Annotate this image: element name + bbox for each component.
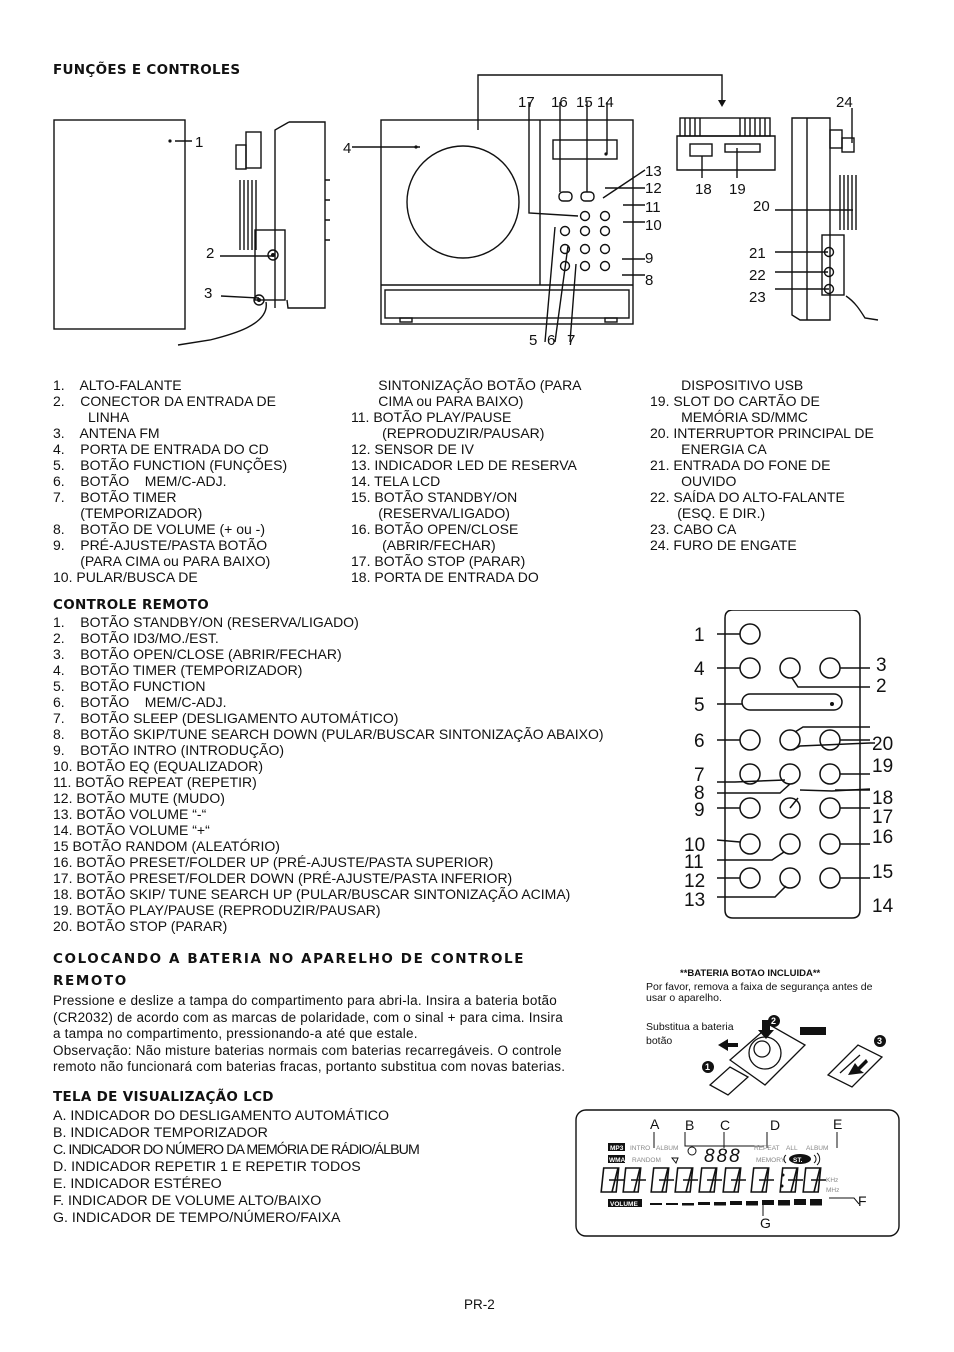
- step-3-label: 3: [877, 1036, 883, 1046]
- list-item: 4. PORTA DE ENTRADA DO CD: [53, 441, 269, 457]
- lcd-repeat: REPEAT: [754, 1145, 780, 1152]
- remote-diagram: [680, 610, 910, 930]
- paragraph-line: remoto não funcionará com baterias fracas, portanto substitua com novas baterias.: [53, 1059, 566, 1074]
- list-item: 14. BOTÃO VOLUME “+“: [53, 822, 210, 838]
- list-item: 12. BOTÃO MUTE (MUDO): [53, 790, 225, 806]
- lcd-album-2: ALBUM: [806, 1145, 829, 1152]
- section-heading-tela: TELA DE VISUALIZAÇÃO LCD: [53, 1089, 274, 1105]
- list-item: 12. SENSOR DE IV: [351, 441, 474, 457]
- list-item: 10. PULAR/BUSCA DE: [53, 569, 198, 585]
- remote-callout-6: 6: [694, 731, 705, 752]
- main-unit: [381, 120, 633, 324]
- list-item: 7. BOTÃO TIMER: [53, 489, 177, 505]
- lcd-random: RANDOM: [632, 1157, 661, 1164]
- list-item: 23. CABO CA: [650, 521, 737, 537]
- remote-list: [53, 614, 604, 934]
- remote-callout-5: 5: [694, 695, 705, 716]
- list-item: 24. FURO DE ENGATE: [650, 537, 797, 553]
- list-item: 18. BOTÃO SKIP/ TUNE SEARCH UP (PULAR/BUSCAR SINTONIZAÇÃO ACIMA): [53, 886, 571, 902]
- list-item: 20. BOTÃO STOP (PARAR): [53, 918, 228, 934]
- callout-21: 21: [749, 245, 766, 262]
- functions-column-3: [650, 377, 874, 553]
- lcd-album: ALBUM: [656, 1145, 679, 1152]
- lcd-letter-b: B: [685, 1117, 695, 1133]
- remote-callout-20: 20: [872, 734, 894, 755]
- lcd-memory: MEMORY: [756, 1157, 786, 1164]
- list-item: OUVIDO: [650, 473, 737, 489]
- remote-callout-11: 11: [684, 852, 704, 873]
- list-item: 6. BOTÃO MEM/C-ADJ.: [53, 694, 227, 710]
- list-item: 4. BOTÃO TIMER (TEMPORIZADOR): [53, 662, 303, 678]
- callout-22: 22: [749, 267, 766, 284]
- list-item: ENERGIA CA: [650, 441, 767, 457]
- list-item: 19. BOTÃO PLAY/PAUSE (REPRODUZIR/PAUSAR): [53, 902, 381, 918]
- sleep-icon: [672, 1158, 678, 1163]
- list-item: 22. SAÍDA DO ALTO-FALANTE: [650, 489, 845, 505]
- list-item: 1. BOTÃO STANDBY/ON (RESERVA/LIGADO): [53, 614, 359, 630]
- lcd-letter-a: A: [650, 1116, 660, 1132]
- list-item: 21. ENTRADA DO FONE DE: [650, 457, 831, 473]
- step-1-label: 1: [705, 1062, 711, 1072]
- list-item: CIMA ou PARA BAIXO): [351, 393, 524, 409]
- list-item: 11. BOTÃO REPEAT (REPETIR): [53, 774, 257, 790]
- lcd-mhz: MHz: [826, 1187, 840, 1194]
- lcd-letter-c: C: [720, 1117, 731, 1133]
- lcd-letter-g: G: [760, 1215, 771, 1231]
- list-item: 5. BOTÃO FUNCTION (FUNÇÕES): [53, 457, 288, 473]
- lcd-main-digits: [601, 1168, 826, 1192]
- callout-16: 16: [551, 94, 568, 111]
- lcd-volume-bar: [650, 1199, 822, 1206]
- callout-19: 19: [729, 181, 746, 198]
- paragraph-line: Pressione e deslize a tampa do compartimento para abri-la. Insira a bateria botão: [53, 993, 557, 1008]
- replace-line: botão: [646, 1035, 673, 1047]
- callout-11: 11: [645, 199, 661, 216]
- list-item: 18. PORTA DE ENTRADA DO: [351, 569, 539, 585]
- list-item: 2. CONECTOR DA ENTRADA DE: [53, 393, 277, 409]
- list-item: 13. BOTÃO VOLUME “-“: [53, 806, 207, 822]
- list-item: DISPOSITIVO USB: [650, 377, 804, 393]
- list-item: 16. BOTÃO OPEN/CLOSE: [351, 521, 519, 537]
- list-item: B. INDICADOR TEMPORIZADOR: [53, 1125, 268, 1141]
- lcd-mp3-badge: MP3: [610, 1145, 624, 1152]
- lcd-intro: INTRO: [630, 1145, 651, 1152]
- lcd-letter-e: E: [833, 1116, 843, 1132]
- callout-2: 2: [206, 245, 215, 262]
- list-item: 17. BOTÃO PRESET/FOLDER DOWN (PRÉ-AJUSTE/PASTA INFERIOR): [53, 870, 513, 886]
- list-item: 2. BOTÃO ID3/MO./EST.: [53, 630, 219, 646]
- remote-callout-10: 10: [684, 835, 706, 856]
- callout-24: 24: [836, 94, 853, 111]
- list-item: G. INDICADOR DE TEMPO/NÚMERO/FAIXA: [53, 1210, 341, 1226]
- remote-callout-17: 17: [872, 807, 894, 828]
- callout-4: 4: [343, 140, 352, 157]
- remote-callout-1: 1: [694, 625, 705, 646]
- list-item: 1. ALTO-FALANTE: [53, 377, 182, 393]
- list-item: 19. SLOT DO CARTÃO DE: [650, 393, 820, 409]
- lcd-khz: KHz: [826, 1177, 839, 1184]
- callout-15: 15: [576, 94, 593, 111]
- remote-callout-3: 3: [876, 655, 887, 676]
- note-line: Por favor, remova a faixa de segurança antes de: [646, 981, 873, 993]
- list-item: (REPRODUZIR/PAUSAR): [351, 425, 545, 441]
- battery-paragraph: [53, 993, 633, 1076]
- remote-callout-9: 9: [694, 800, 705, 821]
- callout-5: 5: [529, 332, 538, 349]
- list-item: 20. INTERRUPTOR PRINCIPAL DE: [650, 425, 874, 441]
- list-item: C. INDICADOR DO NÚMERO DA MEMÓRIA DE RÁDIO/ÁLBUM: [53, 1142, 419, 1158]
- battery-illustration: [700, 1015, 890, 1100]
- side-view-left: [287, 122, 325, 308]
- paragraph-line: Observação: Não misture baterias normais com baterias recarregáveis. O controle: [53, 1042, 562, 1058]
- section-heading-bateria: [53, 948, 525, 992]
- list-item: LINHA: [53, 409, 130, 425]
- list-item: 8. BOTÃO SKIP/TUNE SEARCH DOWN (PULAR/BUSCAR SINTONIZAÇÃO ABAIXO): [53, 726, 604, 742]
- list-item: 11. BOTÃO PLAY/PAUSE: [351, 409, 512, 425]
- heading-line: REMOTO: [53, 973, 128, 989]
- paragraph-line: (CR2032) de acordo com as marcas de polaridade, com o sinal + para cima. Insira: [53, 1009, 563, 1025]
- device-diagram: [40, 70, 920, 360]
- list-item: 15. BOTÃO STANDBY/ON: [351, 489, 518, 505]
- note-line: usar o aparelho.: [646, 992, 722, 1004]
- list-item: A. INDICADOR DO DESLIGAMENTO AUTOMÁTICO: [53, 1108, 390, 1124]
- paragraph-line: a tampa no compartimento, pressionando-a até que estale.: [53, 1026, 418, 1041]
- remote-callout-2: 2: [876, 676, 887, 697]
- list-item: E. INDICADOR ESTÉREO: [53, 1176, 222, 1192]
- list-item: 14. TELA LCD: [351, 473, 441, 489]
- remote-callout-4: 4: [694, 659, 705, 680]
- replace-line: Substitua a bateria: [646, 1021, 734, 1033]
- list-item: 9. PRÉ-AJUSTE/PASTA BOTÃO: [53, 537, 268, 553]
- cd-window: [407, 146, 519, 258]
- callout-3: 3: [204, 285, 213, 302]
- list-item: (RESERVA/LIGADO): [351, 505, 510, 521]
- list-item: 10. BOTÃO EQ (EQUALIZADOR): [53, 758, 264, 774]
- remote-callout-8: 8: [694, 783, 705, 804]
- remote-callout-14: 14: [872, 896, 894, 917]
- list-item: D. INDICADOR REPETIR 1 E REPETIR TODOS: [53, 1159, 361, 1175]
- callout-12: 12: [645, 180, 662, 197]
- list-item: MEMÓRIA SD/MMC: [650, 409, 808, 425]
- remote-callout-18: 18: [872, 788, 894, 809]
- functions-column-2: [351, 377, 582, 585]
- list-item: 3. ANTENA FM: [53, 425, 160, 441]
- list-item: (TEMPORIZADOR): [53, 505, 203, 521]
- page-number: PR-2: [464, 1297, 495, 1312]
- callout-20: 20: [753, 198, 770, 215]
- speaker-front: [54, 120, 185, 329]
- section-heading-controle-remoto: CONTROLE REMOTO: [53, 597, 209, 613]
- callout-14: 14: [597, 94, 614, 111]
- list-item: 8. BOTÃO DE VOLUME (+ ou -): [53, 521, 265, 537]
- list-item: F. INDICADOR DE VOLUME ALTO/BAIXO: [53, 1193, 322, 1209]
- callout-23: 23: [749, 289, 766, 306]
- callout-17: 17: [518, 94, 535, 111]
- list-item: 17. BOTÃO STOP (PARAR): [351, 553, 526, 569]
- callout-8: 8: [645, 272, 654, 289]
- timer-icon: [688, 1147, 696, 1155]
- battery-box-title: **BATERIA BOTAO INCLUIDA**: [680, 968, 821, 979]
- list-item: 6. BOTÃO MEM/C-ADJ.: [53, 473, 227, 489]
- functions-column-1: [53, 377, 287, 585]
- list-item: (PARA CIMA ou PARA BAIXO): [53, 553, 271, 569]
- remote-callout-19: 19: [872, 756, 894, 777]
- callout-13: 13: [645, 163, 662, 180]
- remote-callout-13: 13: [684, 890, 706, 911]
- callout-1: 1: [195, 134, 204, 151]
- list-item: (ESQ. E DIR.): [650, 505, 766, 521]
- battery-note: [646, 982, 872, 1004]
- list-item: (ABRIR/FECHAR): [351, 537, 496, 553]
- callout-9: 9: [645, 250, 654, 267]
- list-item: 9. BOTÃO INTRO (INTRODUÇÃO): [53, 742, 285, 758]
- lcd-list: [53, 1108, 419, 1227]
- remote-callout-15: 15: [872, 862, 894, 883]
- list-item: 5. BOTÃO FUNCTION: [53, 678, 206, 694]
- lcd-stereo: ST.: [793, 1157, 803, 1164]
- list-item: 13. INDICADOR LED DE RESERVA: [351, 457, 577, 473]
- remote-callout-12: 12: [684, 871, 706, 892]
- lcd-wma-badge: WMA: [609, 1157, 626, 1164]
- lcd-letter-d: D: [770, 1117, 781, 1133]
- heading-line: COLOCANDO A BATERIA NO APARELHO DE CONTROLE: [53, 951, 526, 967]
- lcd-volume-label: VOLUME: [610, 1201, 638, 1208]
- lcd-letter-f: F: [858, 1193, 867, 1209]
- list-item: 7. BOTÃO SLEEP (DESLIGAMENTO AUTOMÁTICO): [53, 710, 399, 726]
- remote-callout-7: 7: [694, 765, 705, 786]
- list-item: 3. BOTÃO OPEN/CLOSE (ABRIR/FECHAR): [53, 646, 342, 662]
- lcd-small-digits: 888: [704, 1146, 742, 1167]
- step-2-label: 2: [771, 1016, 777, 1026]
- battery-cover: [710, 1067, 748, 1095]
- list-item: 15 BOTÃO RANDOM (ALEATÓRIO): [53, 838, 280, 854]
- callout-10: 10: [645, 217, 662, 234]
- section-heading-funcoes: FUNÇÕES E CONTROLES: [53, 62, 241, 78]
- callout-6: 6: [547, 332, 556, 349]
- callout-7: 7: [567, 332, 576, 349]
- lcd-panel-diagram: [574, 1108, 904, 1240]
- list-item: SINTONIZAÇÃO BOTÃO (PARA: [351, 377, 582, 393]
- list-item: 16. BOTÃO PRESET/FOLDER UP (PRÉ-AJUSTE/PASTA SUPERIOR): [53, 854, 494, 870]
- remote-callout-16: 16: [872, 827, 894, 848]
- lcd-all: ALL: [786, 1145, 798, 1152]
- callout-18: 18: [695, 181, 712, 198]
